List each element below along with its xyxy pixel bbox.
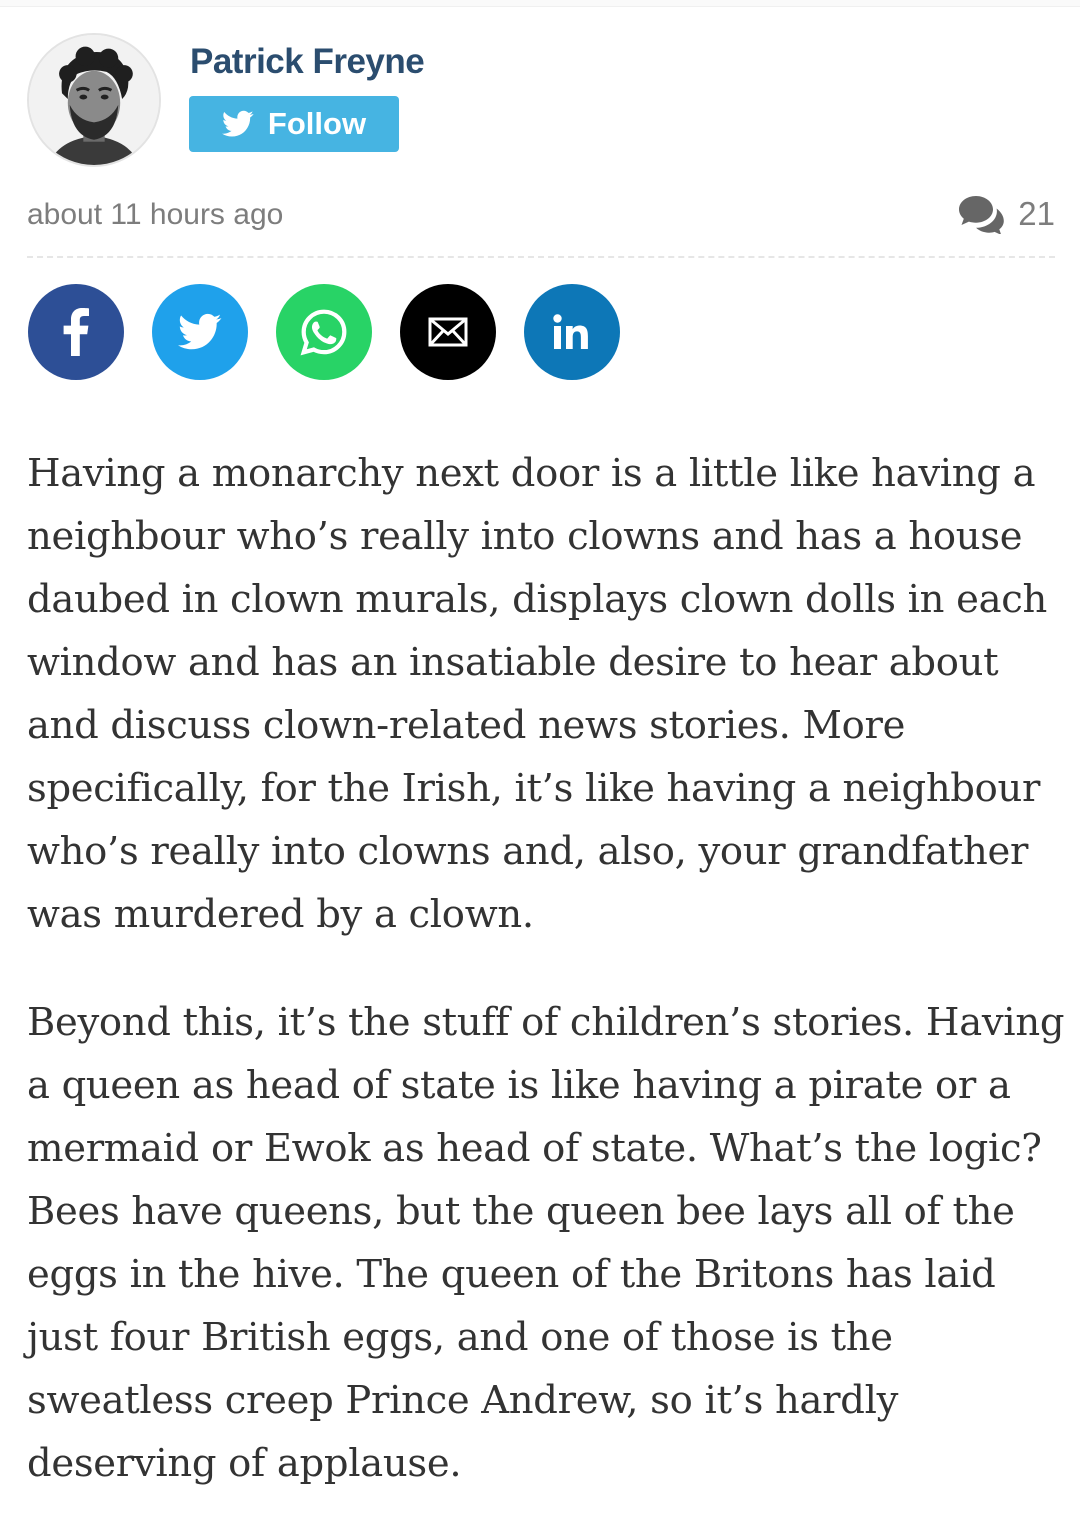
- twitter-icon: [178, 313, 222, 351]
- follow-label: Follow: [267, 106, 367, 141]
- article-paragraph: Beyond this, it’s the stuff of children’s stories. Having a queen as head of state is like having a pirate or a mermaid or Ewok as head of state. What’s the logic? Bees have queens, but the queen bee lays all of the eggs in the hive. The queen of the Britons has laid just four British eggs, and one of those is the sweatless creep Prince Andrew, so it’s hardly deserving of applause.: [27, 1000, 1065, 1486]
- publish-timestamp: about 11 hours ago: [27, 198, 284, 231]
- comments-link[interactable]: [958, 190, 1055, 238]
- top-edge: [0, 0, 1080, 7]
- share-buttons: [28, 284, 648, 380]
- whatsapp-icon: [298, 306, 350, 358]
- author-avatar[interactable]: [27, 33, 161, 167]
- article-paragraph: Having a monarchy next door is a little like having a neighbour who’s really into clowns and has a house daubed in clown murals, displays clown dolls in each window and has an insatiable desire to hear about and discuss clown-related news stories. More specifically, for the Irish, it’s like having a neighbour who’s really into clowns and, also, your grandfather was murdered by a clown.: [27, 451, 1048, 937]
- share-linkedin-button[interactable]: [524, 284, 620, 380]
- dashed-divider: [27, 256, 1055, 258]
- comment-count: 21: [1018, 195, 1055, 232]
- facebook-icon: [63, 308, 89, 356]
- share-email-button[interactable]: [400, 284, 496, 380]
- email-icon: [428, 317, 468, 347]
- share-facebook-button[interactable]: [28, 284, 124, 380]
- author-name[interactable]: Patrick Freyne: [190, 42, 425, 81]
- article-body: [27, 442, 1067, 1516]
- share-whatsapp-button[interactable]: [276, 284, 372, 380]
- speech-bubbles-icon: [958, 194, 1006, 234]
- share-twitter-button[interactable]: [152, 284, 248, 380]
- linkedin-icon: [553, 314, 591, 350]
- author-portrait: [29, 35, 159, 165]
- twitter-bird-icon: [222, 110, 254, 138]
- follow-button[interactable]: [189, 96, 399, 152]
